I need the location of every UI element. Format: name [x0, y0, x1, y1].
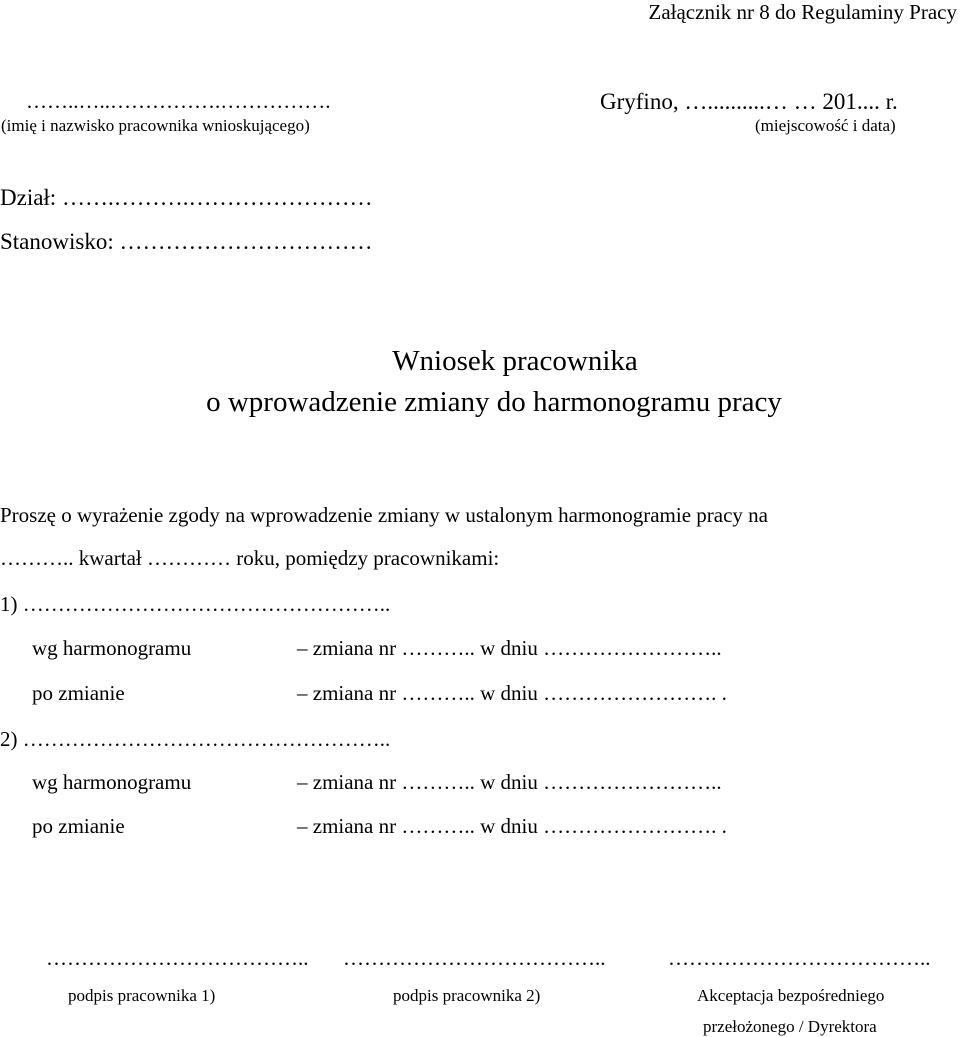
signature-line-supervisor: ………………………………..: [668, 946, 931, 970]
signature-caption-employee-2: podpis pracownika 2): [393, 986, 541, 1005]
employee-1-field: 1) ……………………………………………..: [0, 592, 391, 616]
department-field: Dział: …….……….……………………: [0, 185, 373, 210]
employee-1-after-change-label: po zmianie: [32, 681, 125, 705]
signature-caption-employee-1: podpis pracownika 1): [68, 986, 216, 1005]
request-paragraph-line-2: ……….. kwartał ………… roku, pomiędzy pracownikami:: [0, 546, 500, 570]
employee-name-caption: (imię i nazwisko pracownika wnioskującego): [1, 116, 310, 135]
signature-line-employee-1: ………………………………..: [46, 946, 309, 970]
annex-heading: Załącznik nr 8 do Regulaminy Pracy: [648, 0, 957, 24]
request-paragraph-line-1: Proszę o wyrażenie zgody na wprowadzenie zmiany w ustalonym harmonogramie pracy na: [0, 503, 768, 527]
signature-caption-supervisor: Akceptacja bezpośredniego: [697, 986, 885, 1005]
employee-1-after-change-detail: – zmiana nr ……….. w dniu ……………………. .: [297, 681, 727, 705]
place-date-field: Gryfino, …..........… … 201.... r.: [600, 89, 898, 114]
position-field: Stanowisko: ……………………………: [0, 229, 373, 254]
place-date-caption: (miejscowość i data): [755, 116, 896, 135]
employee-2-after-change-detail: – zmiana nr ……….. w dniu ……………………. .: [297, 814, 727, 838]
employee-name-field: ……..…..…………….…………….: [26, 89, 331, 113]
employee-2-after-change-label: po zmianie: [32, 814, 125, 838]
document-title: Wniosek pracownika: [392, 345, 638, 377]
employee-1-schedule-label: wg harmonogramu: [32, 636, 192, 660]
employee-2-schedule-detail: – zmiana nr ……….. w dniu ……………………..: [297, 770, 722, 794]
document-subtitle: o wprowadzenie zmiany do harmonogramu pracy: [206, 386, 782, 418]
employee-1-schedule-detail: – zmiana nr ……….. w dniu ……………………..: [297, 636, 722, 660]
signature-caption-supervisor-line-2: przełożonego / Dyrektora: [703, 1017, 877, 1036]
signature-line-employee-2: ………………………………..: [343, 946, 606, 970]
employee-2-field: 2) ……………………………………………..: [0, 727, 391, 751]
employee-2-schedule-label: wg harmonogramu: [32, 770, 192, 794]
